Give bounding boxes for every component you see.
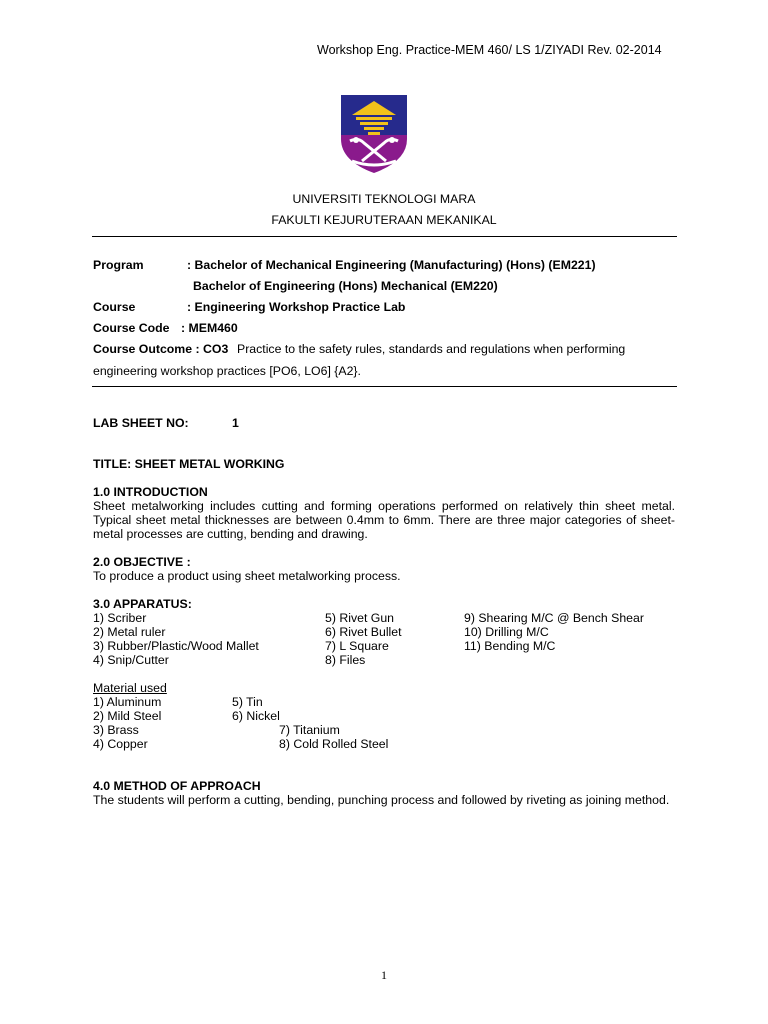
document-title: TITLE: SHEET METAL WORKING [93, 457, 285, 471]
page-number: 1 [381, 968, 387, 982]
lab-sheet-number: 1 [232, 416, 239, 430]
apparatus-item: 8) Files [325, 653, 366, 667]
objective-heading: 2.0 OBJECTIVE : [93, 555, 191, 569]
course-outcome-label: Course Outcome : CO3 [93, 342, 229, 356]
method-heading: 4.0 METHOD OF APPROACH [93, 779, 261, 793]
apparatus-item: 4) Snip/Cutter [93, 653, 169, 667]
apparatus-item: 6) Rivet Bullet [325, 625, 402, 639]
apparatus-item: 7) L Square [325, 639, 389, 653]
material-heading: Material used [93, 681, 167, 695]
apparatus-item: 3) Rubber/Plastic/Wood Mallet [93, 639, 259, 653]
material-item: 7) Titanium [279, 723, 340, 737]
logo-shield-icon [338, 93, 410, 175]
material-item: 6) Nickel [232, 709, 280, 723]
objective-text: To produce a product using sheet metalworking process. [93, 569, 401, 583]
course-outcome-text-2: engineering workshop practices [PO6, LO6] {A2}. [93, 364, 361, 378]
intro-text: Sheet metalworking includes cutting and forming operations performed on relatively thin sheet metal. Typical sheet metal thicknesses are between 0.4mm to 6mm. There are three major categories of sheet-metal processes are cutting, bending and drawing. [93, 499, 675, 541]
apparatus-item: 5) Rivet Gun [325, 611, 395, 625]
program-value-2: Bachelor of Engineering (Hons) Mechanical (EM220) [193, 279, 498, 293]
material-item: 4) Copper [93, 737, 148, 751]
university-name: UNIVERSITI TEKNOLOGI MARA [292, 192, 476, 206]
course-outcome-text-1: Practice to the safety rules, standards and regulations when performing [237, 342, 626, 356]
course-code-value: : MEM460 [181, 321, 238, 335]
course-code-label: Course Code [93, 321, 170, 335]
apparatus-item: 9) Shearing M/C @ Bench Shear [464, 611, 644, 625]
material-item: 5) Tin [232, 695, 263, 709]
course-value: : Engineering Workshop Practice Lab [187, 300, 406, 314]
course-label: Course [93, 300, 136, 314]
material-item: 8) Cold Rolled Steel [279, 737, 389, 751]
intro-heading: 1.0 INTRODUCTION [93, 485, 208, 499]
material-item: 1) Aluminum [93, 695, 162, 709]
faculty-name: FAKULTI KEJURUTERAAN MEKANIKAL [271, 213, 497, 227]
material-item: 2) Mild Steel [93, 709, 162, 723]
header-reference: Workshop Eng. Practice-MEM 460/ LS 1/ZIYADI Rev. 02-2014 [317, 43, 662, 57]
material-item: 3) Brass [93, 723, 139, 737]
apparatus-item: 1) Scriber [93, 611, 147, 625]
program-value-1: : Bachelor of Mechanical Engineering (Manufacturing) (Hons) (EM221) [187, 258, 596, 272]
apparatus-heading: 3.0 APPARATUS: [93, 597, 192, 611]
apparatus-item: 11) Bending M/C [464, 639, 556, 653]
divider-bottom [92, 386, 677, 387]
lab-sheet-label: LAB SHEET NO: [93, 416, 189, 430]
method-text: The students will perform a cutting, bending, punching process and followed by riveting as joining method. [93, 793, 670, 807]
divider-top [92, 236, 677, 237]
apparatus-item: 10) Drilling M/C [464, 625, 549, 639]
program-label: Program [93, 258, 144, 272]
university-logo [338, 93, 410, 175]
apparatus-item: 2) Metal ruler [93, 625, 166, 639]
